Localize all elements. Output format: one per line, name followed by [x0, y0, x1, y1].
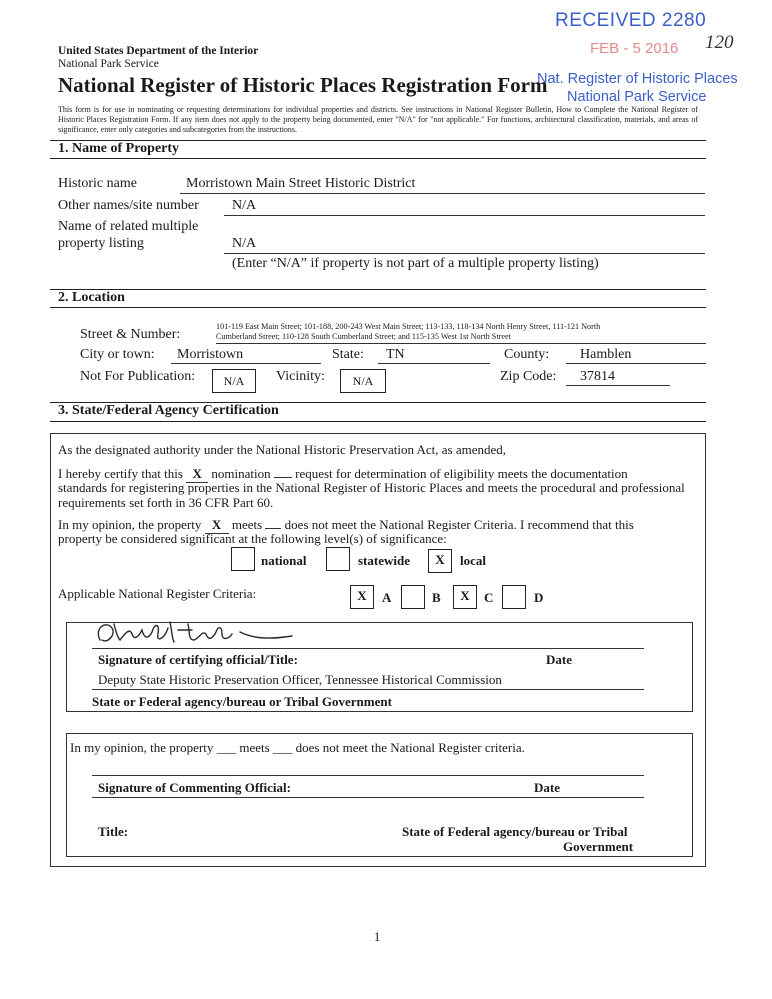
comment-date-line: [92, 797, 644, 798]
certifying-title-line: [92, 689, 644, 690]
authority-statement: As the designated authority under the National Historic Preservation Act, as amended,: [58, 442, 507, 457]
criterion-b-checkbox[interactable]: [401, 585, 425, 609]
related-listing-label-2: property listing: [58, 236, 144, 251]
related-listing-field[interactable]: N/A: [224, 236, 705, 254]
comment-title-label: Title:: [98, 824, 129, 839]
certify-request-mark[interactable]: [274, 465, 292, 478]
statewide-label: statewide: [358, 553, 410, 568]
historic-name-label: Historic name: [58, 176, 137, 191]
received-stamp: RECEIVED 2280: [555, 10, 707, 31]
certifying-signature-line: [92, 648, 644, 649]
certifying-signature-label: Signature of certifying official/Title:: [98, 652, 298, 667]
certify-text-a: I hereby certify that this: [58, 466, 183, 481]
certifying-agency-label: State or Federal agency/bureau or Tribal Government: [92, 694, 392, 709]
handwritten-signature: [92, 618, 322, 650]
section2-bottom-rule: [50, 307, 706, 308]
comment-agency-label-2: Government: [563, 839, 634, 854]
zip-label: Zip Code:: [500, 369, 557, 384]
section3-heading: 3. State/Federal Agency Certification: [58, 403, 279, 418]
form-title: National Register of Historic Places Registration Form: [58, 73, 548, 97]
nfp-label: Not For Publication:: [80, 369, 196, 384]
criterion-d-label: D: [534, 590, 544, 605]
page-number: 1: [374, 930, 381, 944]
form-intro: This form is for use in nominating or requesting determinations for individual properties and districts. See instructions in National Register Bulletin, How to Complete the National Register of Historic Places Registration Form. If any item does not apply to the property being documented, enter "N/A" for "not applicable." For functions, architectural classification, materials, and areas of significance, enter only categories and subcategories from the instructions.: [58, 105, 698, 134]
criterion-b-label: B: [432, 590, 441, 605]
opinion-meets-mark[interactable]: X: [205, 517, 229, 534]
section2-top-rule: [50, 289, 706, 290]
zip-field[interactable]: 37814: [566, 369, 670, 386]
national-label: national: [261, 553, 307, 568]
certify-nomination-mark[interactable]: X: [186, 466, 208, 483]
county-field[interactable]: Hamblen: [566, 347, 706, 364]
criteria-label: Applicable National Register Criteria:: [58, 586, 257, 601]
opinion-text-c: does not meet the National Register Criteria. I recommend that this: [284, 517, 634, 532]
street-value-line2[interactable]: Cumberland Street; 110-128 South Cumberland Street; and 115-135 West 1st North Street: [216, 332, 706, 344]
section1-heading: 1. Name of Property: [58, 141, 180, 156]
certifying-date-label: Date: [546, 652, 572, 667]
certify-text-c: request for determination of eligibility meets the documentation: [295, 466, 628, 481]
service-name: National Park Service: [58, 58, 159, 70]
department-name: United States Department of the Interior: [58, 45, 259, 57]
street-label: Street & Number:: [80, 327, 181, 342]
historic-name-field[interactable]: Morristown Main Street Historic District: [180, 176, 705, 194]
county-label: County:: [504, 347, 550, 362]
local-checkbox[interactable]: X: [428, 549, 452, 573]
nrhp-stamp-line1: Nat. Register of Historic Places: [537, 71, 738, 87]
section1-bottom-rule: [50, 158, 706, 159]
comment-agency-label-1: State of Federal agency/bureau or Tribal: [402, 824, 628, 839]
other-names-label: Other names/site number: [58, 198, 199, 213]
statewide-checkbox[interactable]: [326, 547, 350, 571]
comment-signature-label: Signature of Commenting Official:: [98, 780, 291, 795]
related-listing-note: (Enter “N/A” if property is not part of a multiple property listing): [232, 256, 599, 271]
state-field[interactable]: TN: [378, 347, 490, 364]
nfp-box[interactable]: N/A: [212, 369, 256, 393]
received-date-stamp: FEB - 5 2016: [590, 40, 679, 57]
street-value-line1: 101-119 East Main Street; 101-188, 200-243 West Main Street; 113-133, 118-134 North Henry Street, 111-121 North: [216, 322, 601, 331]
criterion-d-checkbox[interactable]: [502, 585, 526, 609]
comment-date-label: Date: [534, 780, 560, 795]
local-label: local: [460, 553, 486, 568]
criterion-a-checkbox[interactable]: X: [350, 585, 374, 609]
certify-line2: standards for registering properties in the National Register of Historic Places and meets the procedural and professional: [58, 480, 685, 495]
handwritten-number: 120: [705, 32, 734, 53]
related-listing-label-1: Name of related multiple: [58, 219, 199, 234]
national-checkbox[interactable]: [231, 547, 255, 571]
criterion-c-checkbox[interactable]: X: [453, 585, 477, 609]
city-field[interactable]: Morristown: [171, 347, 321, 364]
comment-opinion: In my opinion, the property ___ meets ___ does not meet the National Register criteria.: [70, 740, 525, 755]
certify-text-b: nomination: [211, 466, 271, 481]
city-label: City or town:: [80, 347, 155, 362]
criterion-a-label: A: [382, 590, 392, 605]
opinion-text-a: In my opinion, the property: [58, 517, 202, 532]
opinion-line2: property be considered significant at the following level(s) of significance:: [58, 531, 447, 546]
vicinity-label: Vicinity:: [276, 369, 325, 384]
opinion-notmeet-mark[interactable]: [265, 516, 281, 529]
section2-heading: 2. Location: [58, 290, 125, 305]
criterion-c-label: C: [484, 590, 494, 605]
nrhp-stamp-line2: National Park Service: [567, 89, 707, 105]
comment-signature-line: [92, 775, 644, 776]
other-names-field[interactable]: N/A: [224, 198, 705, 216]
opinion-text-b: meets: [231, 517, 263, 532]
certifying-official-title: Deputy State Historic Preservation Officer, Tennessee Historical Commission: [98, 672, 502, 687]
certify-line3: requirements set forth in 36 CFR Part 60.: [58, 495, 274, 510]
state-label: State:: [332, 347, 364, 362]
vicinity-box[interactable]: N/A: [340, 369, 386, 393]
section3-bottom-rule: [50, 421, 706, 422]
